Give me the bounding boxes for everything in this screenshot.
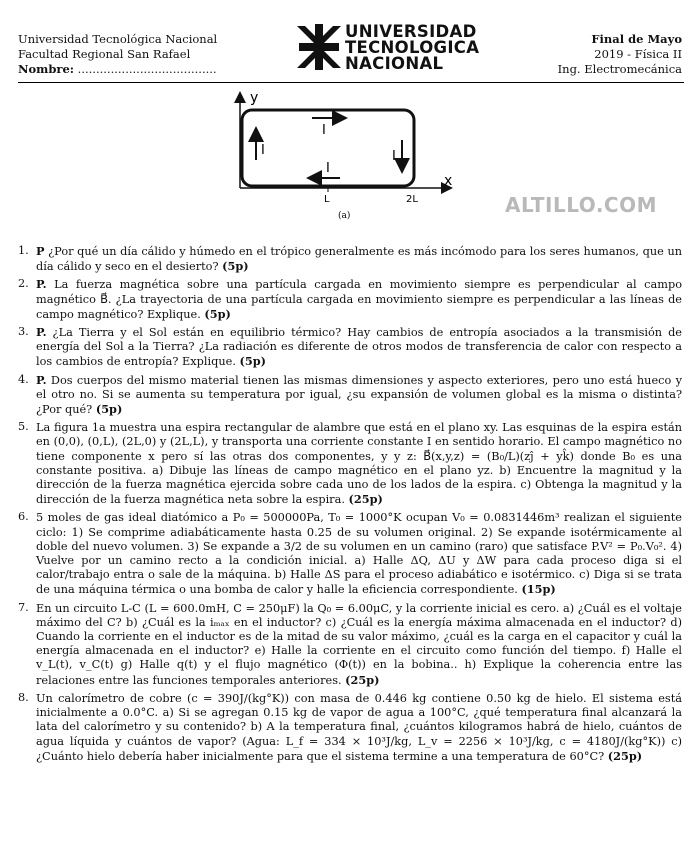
- question-number: 8.: [18, 690, 29, 704]
- rectangular-loop-diagram: [228, 88, 468, 223]
- question-text: La figura 1a muestra una espira rectangular de alambre que está en el plano xy. Las esquinas de la espira están en (0,0), (0,L), (2L,0) y (2L,L), y transporta una corriente constante I en sentido horario. El campo magnético no tiene componente x pero sí las otras dos componentes, y y z: B⃗(x,y,z) = (B₀/L)(zĵ + yk̂) donde B₀ es una constante positiva. a) Dibuje las líneas de campo magnético en el plano yz. b) Encuentre la magnitud y la dirección de la fuerza magnética ejercida sobre cada uno de los lados de la espira. c) Obtenga la magnitud y la dirección de la fuerza magnética neta sobre la espira.: [36, 421, 682, 507]
- logo-line-3: NACIONAL: [345, 54, 444, 73]
- exam-title: Final de Mayo: [591, 32, 682, 46]
- question-text: ¿La Tierra y el Sol están en equilibrio térmico? Hay cambios de entropía asociados a la transmisión de energía del Sol a la Tierra? ¿La radiación es diferente de otros modos de transferencia de calor con respecto a los cambios de entropía? Explique.: [36, 326, 682, 369]
- question-item: [18, 510, 682, 597]
- tick-L-label: L: [324, 194, 330, 205]
- question-item: [18, 244, 682, 274]
- question-item: [18, 691, 682, 764]
- name-line: [18, 62, 217, 77]
- name-blank: ......................................: [77, 62, 217, 76]
- question-lead: P.: [36, 372, 47, 387]
- question-lead: P.: [36, 325, 47, 340]
- question-number: 1.: [18, 244, 29, 257]
- header-left: [18, 32, 217, 77]
- question-item: [18, 601, 682, 688]
- loop-figure: [228, 88, 468, 223]
- question-item: [18, 325, 682, 370]
- question-text: ¿Por qué un día cálido y húmedo en el trópico generalmente es más incómodo para los seres humanos, que un día cálido y seco en el desierto?: [36, 245, 682, 274]
- current-label-right: I: [392, 149, 396, 164]
- logo-text: [345, 24, 479, 72]
- question-number: 7.: [18, 600, 29, 614]
- question-points: (5p): [95, 402, 123, 417]
- question-list: [18, 244, 682, 767]
- current-label-left: I: [261, 143, 265, 158]
- question-text: Un calorímetro de cobre (c = 390J/(kg°K)) con masa de 0.446 kg contiene 0.50 kg de hielo. El sistema está inicialmente a 0.0°C. a) Si se agregan 0.15 kg de vapor de agua a 100°C, ¿qué temperatura final alcanzará la lata del calorímetro y su contenido? b) A la temperatura final, ¿cuántos kilogramos habrá de hielo, cuántos de agua líquida y cuántos de vapor? (Agua: L_f = 334 × 10³J/kg, L_v = 2256 × 10³J/kg, c = 4180J/(kg°K)) c) ¿Cuánto hielo debería haber inicialmente para que el sistema termine a una temperatura de 60°C?: [36, 691, 682, 763]
- name-label: Nombre:: [18, 62, 75, 76]
- question-points: (5p): [239, 354, 266, 369]
- logo-line-1: UNIVERSIDAD: [345, 22, 477, 41]
- question-text: En un circuito L-C (L = 600.0mH, C = 250μF) la Q₀ = 6.00μC, y la corriente inicial es cero. a) ¿Cuál es el voltaje máximo del C? b) ¿Cuál es la iₘₐₓ en el inductor? c) ¿Cuál es la energía máxima almacenada en el inductor? d) Cuando la corriente en el inductor es de la mitad de su valor máximo, ¿cuál es la carga en el capacitor y cuál la energía almacenada en el inductor? e) Halle la corriente en el circuito como función del tiempo. f) Halle el v_L(t), v_C(t) g) Halle q(t) y el flujo magnético (Φ(t)) en la bobina.. h) Explique la coherencia entre las relaciones entre las funciones temporales anteriores.: [36, 601, 682, 687]
- utn-logo: [297, 24, 497, 72]
- career: Ing. Electromecánica: [557, 62, 682, 76]
- y-axis-label: y: [250, 90, 259, 106]
- question-number: 2.: [18, 277, 29, 291]
- current-label-bottom: I: [326, 161, 330, 176]
- watermark: ALTILLO.COM: [505, 193, 658, 217]
- question-points: (25p): [607, 748, 643, 763]
- question-number: 6.: [18, 510, 29, 524]
- question-number: 5.: [18, 420, 29, 434]
- question-text: 5 moles de gas ideal diatómico a P₀ = 500000Pa, T₀ = 1000°K ocupan V₀ = 0.0831446m³ realizan el siguiente ciclo: 1) Se comprime adiabáticamente hasta 0.25 de su volumen original. 2) Se expande isotérmicamente al doble del nuevo volumen. 3) Se expande a 3/2 de su volumen en un camino (raro) que satisface P.V² = P₀.V₀². 4) Vuelve por un camino recto a la condición inicial. a) Halle ΔQ, ΔU y ΔW para cada proceso diga si el calor/trabajo entra o sale de la máquina. b) Halle ΔS para el proceso adiabático e isotérmico. c) Diga si se trata de una máquina térmica o una bomba de calor y halle la eficiencia correspondiente.: [36, 511, 682, 597]
- question-points: (15p): [521, 582, 556, 597]
- question-item: [18, 373, 682, 418]
- question-text: La fuerza magnética sobre una partícula cargada en movimiento siempre es perpendicular al campo magnético B⃗. ¿La trayectoria de una partícula cargada en movimiento siempre es perpendicular a las líneas de campo magnético? Explique.: [36, 278, 682, 321]
- x-axis-label: x: [444, 173, 453, 189]
- utn-emblem-icon: [297, 24, 341, 70]
- question-item: [18, 277, 682, 322]
- question-number: 3.: [18, 325, 29, 339]
- question-points: (25p): [348, 492, 383, 507]
- question-text: Dos cuerpos del mismo material tienen las mismas dimensiones y aspecto exteriores, pero uno está hueco y el otro no. Si se aumenta su temperatura por igual, ¿su expansión de volumen global es la misma o distinta? ¿Por qué?: [36, 373, 682, 417]
- figure-caption: (a): [338, 211, 351, 221]
- faculty-name: Facultad Regional San Rafael: [18, 47, 191, 61]
- question-points: (5p): [222, 259, 249, 274]
- year-subject: 2019 - Física II: [594, 47, 682, 61]
- logo-line-2: TECNOLOGICA: [345, 38, 480, 57]
- header-divider: [18, 82, 684, 83]
- question-points: (25p): [345, 672, 380, 687]
- question-lead: P.: [36, 277, 47, 292]
- question-item: [18, 420, 682, 507]
- current-label-top: I: [322, 123, 326, 138]
- question-number: 4.: [18, 372, 29, 386]
- university-name: Universidad Tecnológica Nacional: [18, 32, 218, 46]
- header-right: [558, 32, 682, 77]
- question-points: (5p): [204, 306, 231, 321]
- question-lead: P: [36, 244, 45, 258]
- tick-2L-label: 2L: [406, 194, 418, 205]
